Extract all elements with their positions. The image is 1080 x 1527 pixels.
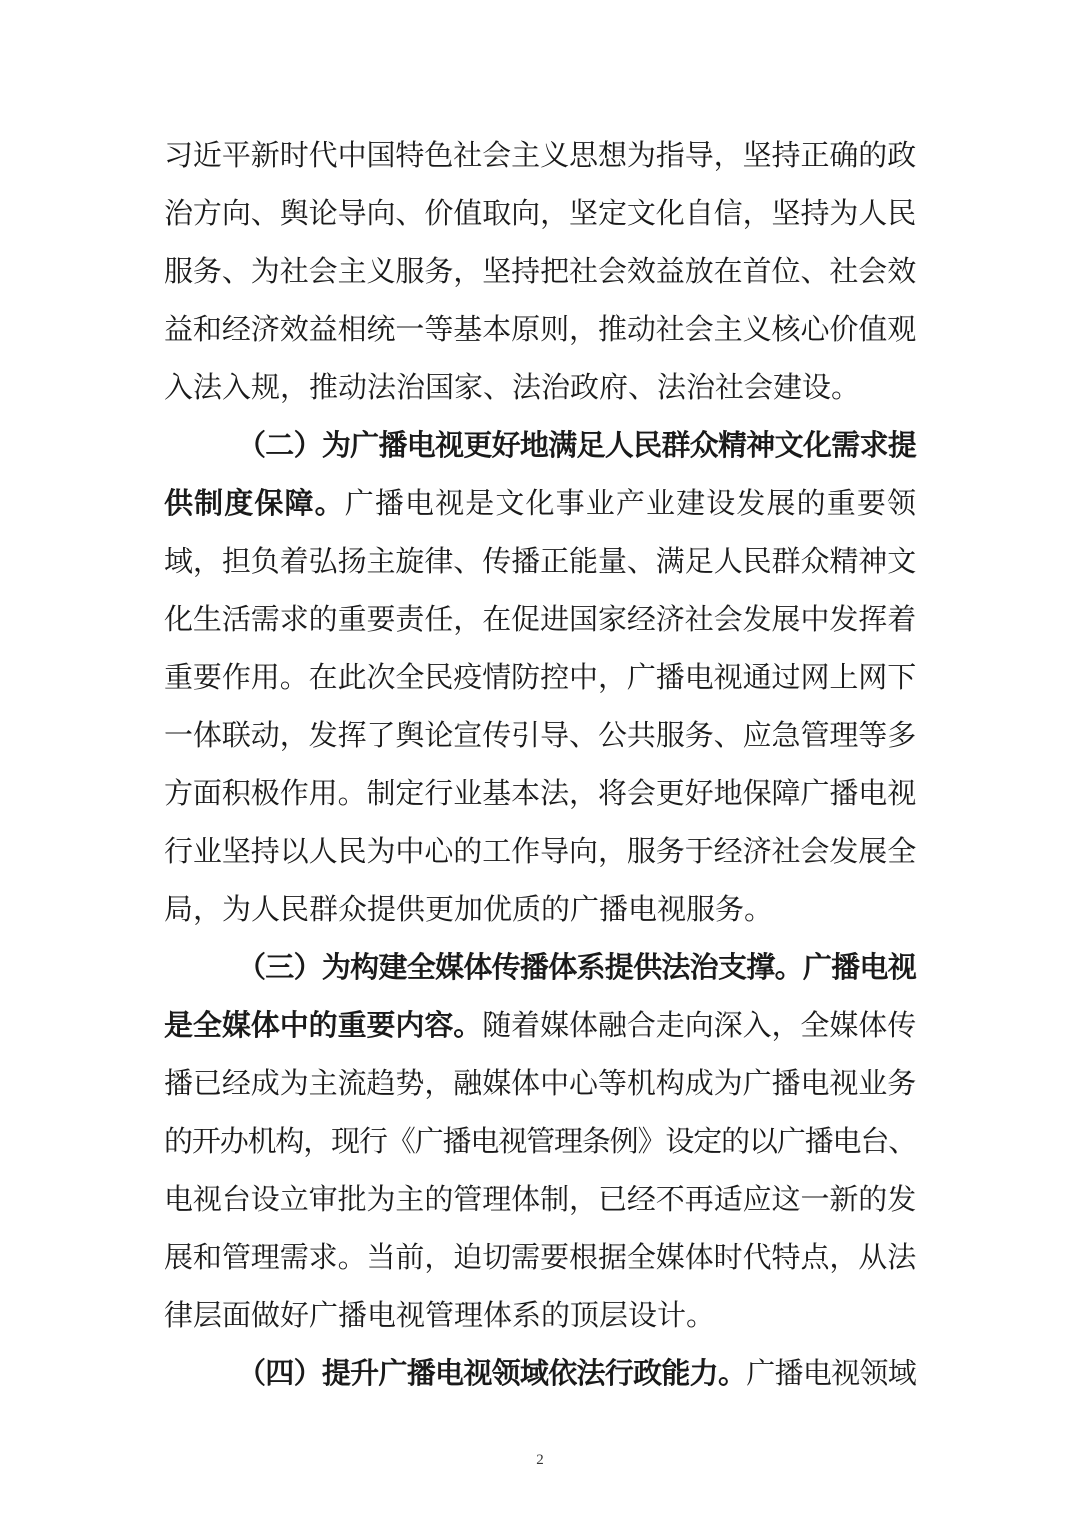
- text-line: 播已经成为主流趋势，融媒体中心等机构成为广播电视业务: [164, 1066, 916, 1100]
- page-number: 2: [536, 1452, 544, 1468]
- text-line: 供制度保障。广播电视是文化事业产业建设发展的重要领: [164, 486, 916, 520]
- text-line: 展和管理需求。当前，迫切需要根据全媒体时代特点，从法: [164, 1240, 916, 1274]
- text-line: 服务、为社会主义服务，坚持把社会效益放在首位、社会效: [164, 254, 916, 288]
- text-line: 入法入规，推动法治国家、法治政府、法治社会建设。: [164, 370, 861, 404]
- text-line: 重要作用。在此次全民疫情防控中，广播电视通过网上网下: [164, 660, 916, 694]
- paragraph-heading: （三）为构建全媒体传播体系提供法治支撑。广播电视: [237, 950, 916, 984]
- text-line: [237, 945, 916, 989]
- text-line: 一体联动，发挥了舆论宣传引导、公共服务、应急管理等多: [164, 718, 916, 752]
- text-line: 律层面做好广播电视管理体系的顶层设计。: [164, 1298, 716, 1332]
- text-line: 域，担负着弘扬主旋律、传播正能量、满足人民群众精神文: [164, 544, 916, 578]
- paragraph-heading: 供制度保障。: [164, 486, 345, 520]
- text-line: 行业坚持以人民为中心的工作导向，服务于经济社会发展全: [164, 834, 916, 868]
- paragraph-heading: （二）为广播电视更好地满足人民群众精神文化需求提: [237, 428, 916, 462]
- paragraph-heading: （四）提升广播电视领域依法行政能力。: [237, 1356, 747, 1390]
- text-line: 电视台设立审批为主的管理体制，已经不再适应这一新的发: [164, 1182, 916, 1216]
- text-line: （四）提升广播电视领域依法行政能力。广播电视领域: [237, 1356, 916, 1390]
- text-line: 益和经济效益相统一等基本原则，推动社会主义核心价值观: [164, 312, 916, 346]
- text-line: 习近平新时代中国特色社会主义思想为指导，坚持正确的政: [164, 138, 916, 172]
- text-line: 的开办机构，现行《广播电视管理条例》设定的以广播电台、: [164, 1124, 916, 1158]
- text-line: 是全媒体中的重要内容。随着媒体融合走向深入，全媒体传: [164, 1008, 916, 1042]
- text-line: 方面积极作用。制定行业基本法，将会更好地保障广播电视: [164, 776, 916, 810]
- text-line: 治方向、舆论导向、价值取向，坚定文化自信，坚持为人民: [164, 196, 916, 230]
- text-line: [237, 423, 916, 467]
- paragraph-heading: 是全媒体中的重要内容。: [164, 1008, 483, 1042]
- text-line: 局，为人民群众提供更加优质的广播电视服务。: [164, 892, 774, 926]
- text-line: 化生活需求的重要责任，在促进国家经济社会发展中发挥着: [164, 602, 916, 636]
